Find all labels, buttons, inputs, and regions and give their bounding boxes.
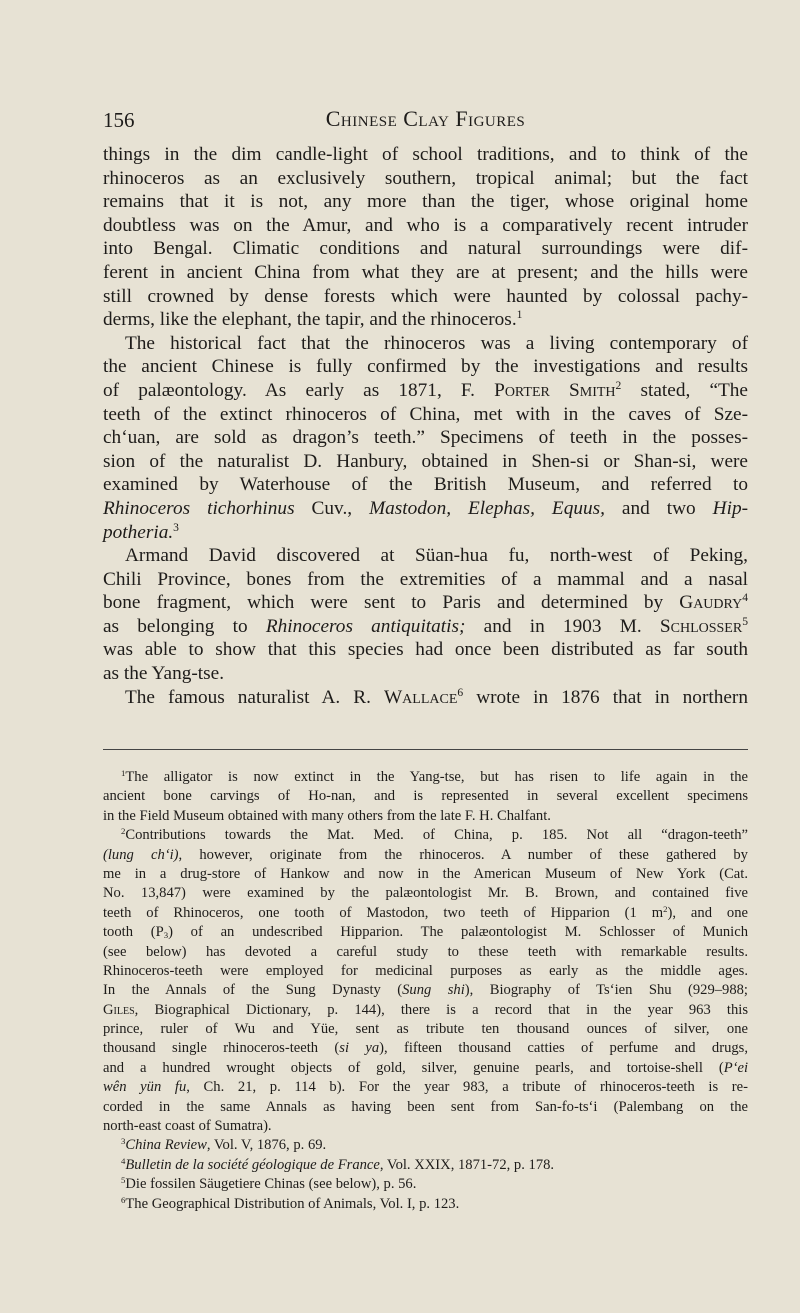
small-caps-name: Schlosser xyxy=(659,615,743,637)
text-line xyxy=(103,1059,748,1078)
text-run: The Geographical Distribution of Animals, Vol. I, p. 123. xyxy=(125,1195,460,1212)
text-run: examined by Waterhouse of the British Museum, and referred to xyxy=(103,474,748,496)
text-run: ferent in ancient China from what they are at present; and the hills were xyxy=(103,261,748,283)
text-run: remains that it is not, any more than the tiger, whose original home xyxy=(103,191,748,213)
text-line xyxy=(103,237,748,261)
text-run: in the Field Museum obtained with many others from the late F. H. Chalfant. xyxy=(103,807,551,824)
small-caps-name: Wallace xyxy=(383,686,458,708)
text-run: , Ch. 21, p. 114 b). For the year 983, a tribute of rhinoceros-teeth is re- xyxy=(186,1079,748,1096)
text-line xyxy=(103,143,748,167)
text-line xyxy=(103,591,748,615)
italic-text: Rhinoceros antiquitatis; xyxy=(265,615,466,637)
text-run: The alligator is now extinct in the Yang-tse, but has risen to life again in the xyxy=(125,769,748,785)
text-line xyxy=(103,865,748,884)
text-line xyxy=(103,1098,748,1117)
text-run: , Biographical Dictionary, p. 144), there is a record that in the year 963 this xyxy=(134,1001,748,1018)
text-line xyxy=(103,473,748,497)
text-line xyxy=(103,544,748,568)
text-run: ancient bone carvings of Ho-nan, and is represented in several excellent specimens xyxy=(103,788,748,805)
text-run: (see below) has devoted a careful study to these teeth with remarkable results. xyxy=(103,943,748,960)
text-line xyxy=(103,1195,748,1214)
footnote-marker: 5 xyxy=(121,1174,126,1185)
text-run: Armand David discovered at Süan-hua fu, north-west of Peking, xyxy=(125,545,748,567)
text-line xyxy=(103,923,748,942)
text-line xyxy=(103,379,748,403)
running-title: Chinese Clay Figures xyxy=(325,106,526,131)
footnote-marker: 6 xyxy=(121,1194,126,1205)
text-line xyxy=(103,167,748,191)
text-run: Chili Province, bones from the extremities of a mammal and a nasal xyxy=(103,568,748,590)
text-run: the ancient Chinese is fully confirmed by the investigations and results xyxy=(103,356,748,378)
text-run: No. 13,847) were examined by the palæontologist Mr. B. Brown, and contained five xyxy=(103,885,748,902)
italic-text: Sung shi xyxy=(402,982,465,999)
italic-text: si ya xyxy=(339,1040,380,1057)
footnote-marker: 1 xyxy=(121,767,126,778)
text-line xyxy=(103,190,748,214)
text-line xyxy=(103,521,748,545)
footnote-marker: 2 xyxy=(121,825,126,836)
text-run: In the Annals of the Sung Dynasty ( xyxy=(103,982,403,999)
text-run: Die fossilen Säugetiere Chinas (see below), p. 56. xyxy=(125,1176,417,1193)
text-run: ), Biography of Ts‘ien Shu (929–988; xyxy=(464,982,748,999)
text-run: things in the dim candle-light of school traditions, and to think of the xyxy=(103,144,748,165)
text-line xyxy=(103,1039,748,1058)
text-line xyxy=(103,943,748,962)
text-run: and a hundred wrought objects of gold, silver, genuine pearls, and tortoise-shell ( xyxy=(103,1059,724,1076)
text-run: derms, like the elephant, the tapir, and the rhinoceros. xyxy=(103,309,517,331)
footnote-1 xyxy=(103,768,748,826)
text-run: teeth of the extinct rhinoceros of China, met with in the caves of Sze- xyxy=(103,403,748,425)
italic-text: China Review xyxy=(125,1137,207,1154)
text-line xyxy=(103,638,748,662)
paragraph xyxy=(103,686,748,710)
text-run: ) of an undescribed Hipparion. The palæontologist M. Schlosser of Munich xyxy=(168,924,748,941)
text-run: Cuv., xyxy=(294,497,370,519)
footnote-6 xyxy=(103,1195,748,1214)
footnote-marker: 3 xyxy=(121,1136,126,1147)
text-line xyxy=(103,285,748,309)
text-run: rhinoceros as an exclusively southern, tropical animal; but the fact xyxy=(103,167,748,189)
text-run: Rhinoceros-teeth were employed for medicinal purposes as early as the middle ages. xyxy=(103,962,748,979)
footnote-5 xyxy=(103,1175,748,1194)
superscript: 2 xyxy=(663,903,668,914)
text-run: prince, ruler of Wu and Yüe, sent as tribute ten thousand ounces of silver, one xyxy=(103,1021,748,1038)
italic-text: Mastodon, Elephas, Equus, xyxy=(369,497,605,519)
main-text xyxy=(103,143,748,709)
text-line xyxy=(103,1156,748,1175)
footnote-2 xyxy=(103,826,748,1136)
italic-text: Hip- xyxy=(712,497,748,519)
text-line xyxy=(103,904,748,923)
text-line xyxy=(103,826,748,845)
paragraph xyxy=(103,332,748,544)
text-line xyxy=(103,807,748,826)
italic-text: Rhinoceros tichorhinus xyxy=(103,497,295,519)
text-run: , however, originate from the rhinoceros. A number of these gathered by xyxy=(178,846,748,863)
text-run: , Vol. XXIX, 1871-72, p. 178. xyxy=(379,1156,555,1173)
text-run: was able to show that this species had once been distributed as far south xyxy=(103,639,748,661)
superscript: 5 xyxy=(742,614,748,628)
italic-text: (lung ch‘i) xyxy=(103,846,179,863)
text-line xyxy=(103,768,748,787)
text-run: sion of the naturalist D. Hanbury, obtained in Shen-si or Shan-si, were xyxy=(103,450,748,472)
text-run: tooth (P xyxy=(103,924,164,941)
text-line xyxy=(103,568,748,592)
italic-text: wên yün fu xyxy=(103,1079,187,1096)
text-line xyxy=(103,1117,748,1136)
text-line xyxy=(103,962,748,981)
page-number: 156 xyxy=(103,108,135,132)
footnote-3 xyxy=(103,1136,748,1155)
text-line xyxy=(103,884,748,903)
superscript: 3 xyxy=(173,520,179,534)
footnote-marker: 4 xyxy=(121,1155,126,1166)
text-run: still crowned by dense forests which were haunted by colossal pachy- xyxy=(103,285,748,307)
text-line xyxy=(103,332,748,356)
superscript: 1 xyxy=(516,308,523,322)
text-line xyxy=(103,261,748,285)
text-line xyxy=(103,615,748,639)
italic-text: potheria. xyxy=(103,521,174,543)
footnote-divider xyxy=(103,749,748,750)
paragraph xyxy=(103,143,748,332)
text-line xyxy=(103,403,748,427)
text-run: and two xyxy=(604,497,713,519)
footnote-4 xyxy=(103,1156,748,1175)
text-run: wrote in 1876 that in northern xyxy=(463,686,748,708)
text-run: ), fifteen thousand catties of perfume and drugs, xyxy=(379,1040,748,1057)
italic-text: Bulletin de la société géologique de France xyxy=(125,1156,380,1173)
text-run: me in a drug-store of Hankow and now in the American Museum of New York (Cat. xyxy=(103,865,748,882)
footnotes xyxy=(103,768,748,1214)
text-run: doubtless was on the Amur, and who is a comparatively recent intruder xyxy=(103,214,748,236)
text-line xyxy=(103,426,748,450)
small-caps-name: Giles xyxy=(103,1001,135,1018)
page-header xyxy=(103,106,748,136)
text-line xyxy=(103,214,748,238)
text-run: The historical fact that the rhinoceros was a living contemporary of xyxy=(125,332,748,354)
superscript: 6 xyxy=(457,685,464,699)
text-run: teeth of Rhinoceros, one tooth of Mastodon, two teeth of Hipparion (1 m xyxy=(103,904,664,921)
text-line xyxy=(103,846,748,865)
text-run: corded in the same Annals as having been sent from San-fo-ts‘i (Palembang on the xyxy=(103,1098,748,1115)
paragraph xyxy=(103,544,748,686)
text-run: of palæontology. As early as 1871, F. xyxy=(103,379,495,401)
small-caps-name: Porter Smith xyxy=(494,379,616,401)
text-run: , Vol. V, 1876, p. 69. xyxy=(206,1137,327,1154)
text-run: ch‘uan, are sold as dragon’s teeth.” Specimens of teeth in the posses- xyxy=(103,427,748,449)
subscript: 3 xyxy=(163,929,169,940)
text-run: ), and one xyxy=(667,904,748,921)
text-line xyxy=(103,981,748,1000)
text-run: as the Yang-tse. xyxy=(103,663,225,685)
text-run: and in 1903 M. xyxy=(465,615,660,637)
superscript: 2 xyxy=(615,379,622,392)
text-line xyxy=(103,1136,748,1155)
small-caps-name: Gaudry xyxy=(679,592,743,614)
text-line xyxy=(103,355,748,379)
text-line xyxy=(103,1175,748,1194)
text-run: into Bengal. Climatic conditions and natural surroundings were dif- xyxy=(103,238,748,260)
text-line xyxy=(103,450,748,474)
text-run: as belonging to xyxy=(103,615,266,637)
superscript: 4 xyxy=(742,591,748,605)
text-line xyxy=(103,662,748,686)
text-line xyxy=(103,1020,748,1039)
text-run: The famous naturalist A. R. xyxy=(125,686,384,708)
text-run: Contributions towards the Mat. Med. of China, p. 185. Not all “dragon-teeth” xyxy=(125,827,748,844)
text-line xyxy=(103,497,748,521)
text-line xyxy=(103,686,748,710)
text-line xyxy=(103,787,748,806)
text-run: thousand single rhinoceros-teeth ( xyxy=(103,1040,340,1057)
italic-text: P‘ei xyxy=(723,1059,748,1076)
text-line xyxy=(103,1078,748,1097)
text-run: bone fragment, which were sent to Paris and determined by xyxy=(103,592,680,614)
text-run: stated, “The xyxy=(621,379,748,401)
text-line xyxy=(103,308,748,332)
text-line xyxy=(103,1001,748,1020)
text-run: north-east coast of Sumatra). xyxy=(103,1118,272,1135)
